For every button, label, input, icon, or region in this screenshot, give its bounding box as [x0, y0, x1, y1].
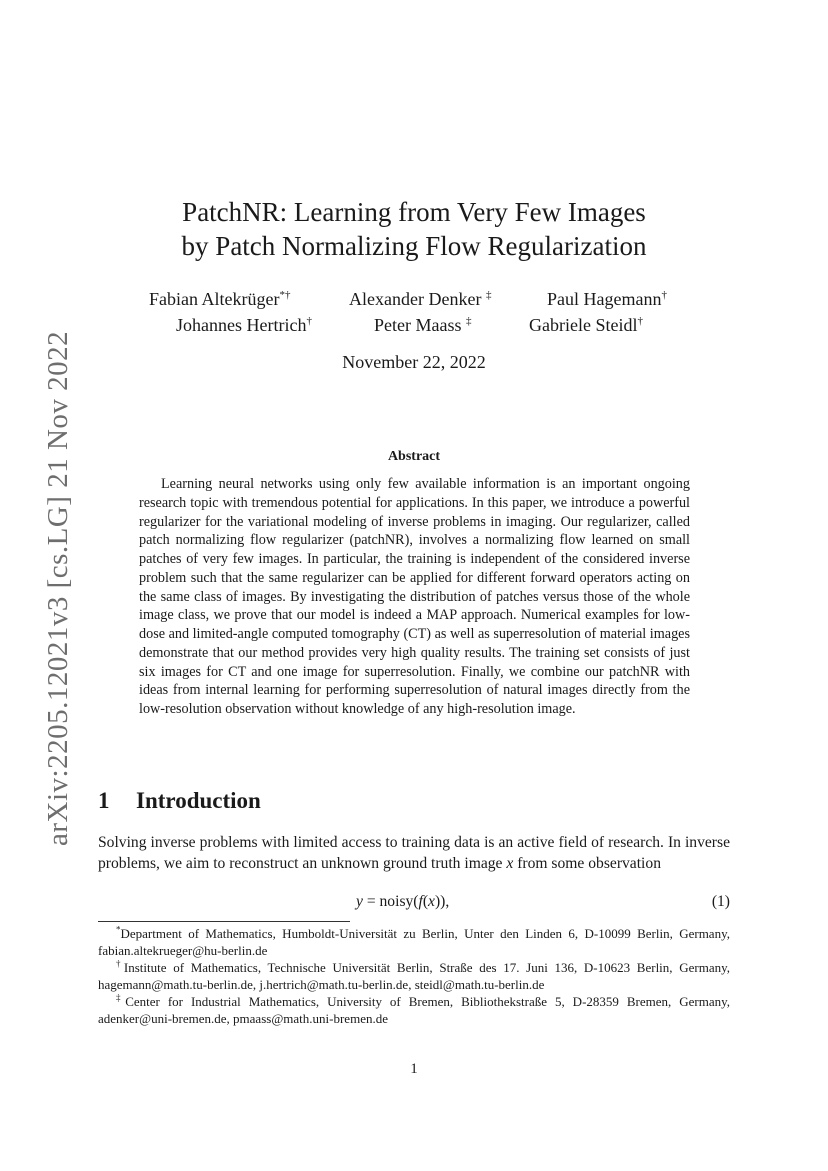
- section-title: Introduction: [136, 788, 261, 813]
- footnote: ‡Center for Industrial Mathematics, University of Bremen, Bibliothekstraße 5, D-28359 Bremen, Germany, adenker@uni-bremen.de, pmaass@math.uni-bremen.de: [98, 993, 731, 1027]
- equation-body: y = noisy(f(x)),: [356, 893, 450, 910]
- page-number: 1: [410, 1061, 418, 1077]
- publication-date: November 22, 2022: [342, 352, 486, 372]
- introduction-paragraph: Solving inverse problems with limited access to training data is an active field of research. In inverse problems, we aim to reconstruct an unknown ground truth image x from some observation: [98, 834, 730, 872]
- abstract-body: Learning neural networks using only few available information is an important ongoing research topic with tremendous potential for applications. In this paper, we introduce a powerful regularizer for the variational modeling of inverse problems in imaging. Our regularizer, called patch normalizing flow regularizer (patchNR), involves a normalizing flow learned on small patches of very few images. In particular, the training is independent of the considered inverse problem such that the same regularizer can be applied for different forward operators acting on the same class of images. By investigating the distribution of patches versus those of the whole image class, we prove that our model is indeed a MAP approach. Numerical examples for low-dose and limited-angle computed tomography (CT) as well as superresolution of material images demonstrate that our method provides very high quality results. The training set consists of just six images for CT and one image for superresolution. Finally, we combine our patchNR with ideas from internal learning for performing superresolution of natural images directly from the low-resolution observation without knowledge of any high-resolution image.: [139, 476, 690, 717]
- paper-title: [0, 195, 828, 263]
- author-name: Peter Maass ‡: [374, 315, 472, 335]
- author-name: Fabian Altekrüger*†: [149, 289, 291, 309]
- arxiv-identifier-stamp: arXiv:2205.12021v3 [cs.LG] 21 Nov 2022: [42, 330, 74, 846]
- footnote-separator: [98, 921, 350, 922]
- author-name: Johannes Hertrich†: [176, 315, 312, 335]
- abstract-heading: Abstract: [387, 449, 441, 464]
- author-name: Paul Hagemann†: [547, 289, 667, 309]
- section-heading-introduction: [98, 788, 261, 814]
- footnote: *Department of Mathematics, Humboldt-Universität zu Berlin, Unter den Linden 6, D-10099 Berlin, Germany, fabian.altekrueger@hu-berlin.de: [98, 924, 730, 959]
- equation-number: (1): [711, 893, 730, 910]
- title-line-2: by Patch Normalizing Flow Regularization: [181, 231, 647, 261]
- author-name: Alexander Denker ‡: [349, 289, 492, 309]
- author-name: Gabriele Steidl†: [529, 315, 643, 335]
- footnotes: [98, 925, 730, 1028]
- author-list: [0, 286, 828, 342]
- title-line-1: PatchNR: Learning from Very Few Images: [182, 197, 646, 227]
- section-number: 1: [98, 788, 110, 813]
- footnote: †Institute of Mathematics, Technische Universität Berlin, Straße des 17. Juni 136, D-10623 Berlin, Germany, hagemann@math.tu-berlin.de, j.hertrich@math.tu-berlin.de, steidl@math.tu-berlin.de: [98, 958, 730, 993]
